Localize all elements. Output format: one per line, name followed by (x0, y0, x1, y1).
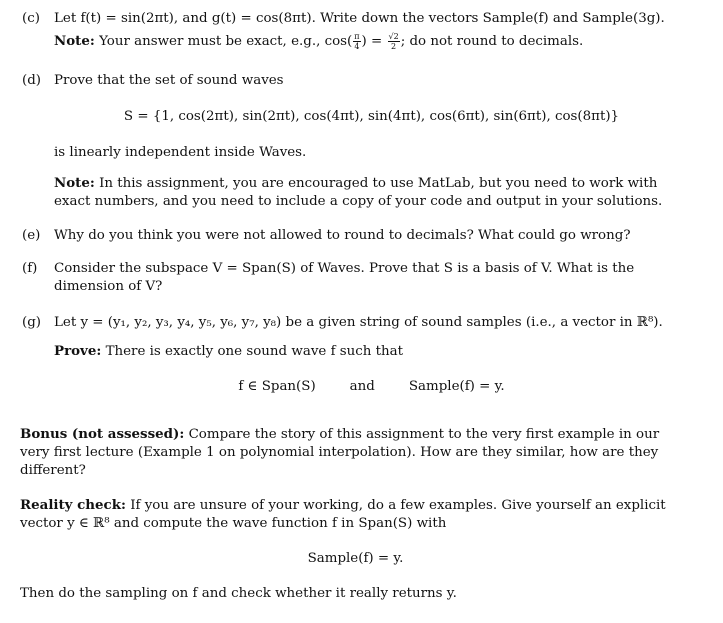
bonus-line1 (20, 426, 659, 443)
item-g-prove-label: Prove: (54, 343, 102, 359)
item-c-line1: Let f(t) = sin(2πt), and g(t) = cos(8πt). Write down the vectors Sample(f) and Sample(3g). (54, 11, 665, 26)
item-c-note-text-b: ; do not round to decimals. (400, 34, 584, 49)
item-c-label: (c) (22, 11, 40, 26)
item-f-line2: dimension of V? (54, 279, 163, 294)
item-d-note-line1 (54, 175, 657, 192)
item-g-line1: Let y = (y₁, y₂, y₃, y₄, y₅, y₆, y₇, y₈) be a given string of sound samples (i.e., a vector in ℝ⁸). (54, 315, 663, 330)
reality-line3: Then do the sampling on f and check whether it really returns y. (20, 586, 457, 601)
item-c-note-label: Note: (54, 33, 95, 49)
item-g-eq-and: and (349, 379, 375, 394)
item-f-label: (f) (22, 261, 38, 276)
reality-line1 (20, 497, 666, 514)
item-d-set-equation: S = {1, cos(2πt), sin(2πt), cos(4πt), sin(4πt), cos(6πt), sin(6πt), cos(8πt)} (123, 109, 620, 124)
item-e-label: (e) (22, 228, 41, 243)
item-d-line1: Prove that the set of sound waves (54, 73, 284, 88)
item-g-label: (g) (22, 315, 42, 330)
item-c-note-text-a: Your answer must be exact, e.g., cos( (99, 34, 353, 49)
item-d-line2: is linearly independent inside Waves. (54, 145, 307, 160)
bonus-text1: Compare the story of this assignment to the very first example in our (188, 427, 660, 442)
item-f-line1: Consider the subspace V = Span(S) of Waves. Prove that S is a basis of V. What is the (54, 261, 635, 276)
item-c-note-mid: ) = (361, 34, 383, 49)
reality-line2: vector y ∈ ℝ⁸ and compute the wave function f in Span(S) with (20, 516, 447, 531)
item-d-note-text1: In this assignment, you are encouraged to use MatLab, but you need to work with (99, 176, 658, 191)
item-g-prove (54, 343, 403, 360)
item-d-note-label: Note: (54, 175, 95, 191)
item-g-eq-left: f ∈ Span(S) (238, 379, 316, 394)
item-c-note (54, 32, 583, 51)
item-c-fraction-pi-over-4: $\frac{\pi}{4}$ (354, 32, 360, 51)
bonus-line3: different? (20, 463, 86, 478)
item-g-prove-text: There is exactly one sound wave f such that (105, 344, 404, 359)
item-g-equation (10, 378, 723, 395)
bonus-label: Bonus (not assessed): (20, 426, 185, 442)
item-e-line1: Why do you think you were not allowed to round to decimals? What could go wrong? (54, 228, 631, 243)
reality-text1: If you are unsure of your working, do a few examples. Give yourself an explicit (130, 498, 666, 513)
reality-equation: Sample(f) = y. (307, 551, 404, 566)
item-d-label: (d) (22, 73, 42, 88)
item-d-note-line2: exact numbers, and you need to include a copy of your code and output in your solutions. (54, 194, 663, 209)
item-c-fraction-sqrt2-over-2: $\frac{√2}{2}$ (388, 32, 399, 51)
bonus-line2: very first lecture (Example 1 on polynomial interpolation). How are they similar, how are they (20, 445, 659, 460)
reality-label: Reality check: (20, 497, 126, 513)
item-g-eq-right: Sample(f) = y. (408, 379, 505, 394)
